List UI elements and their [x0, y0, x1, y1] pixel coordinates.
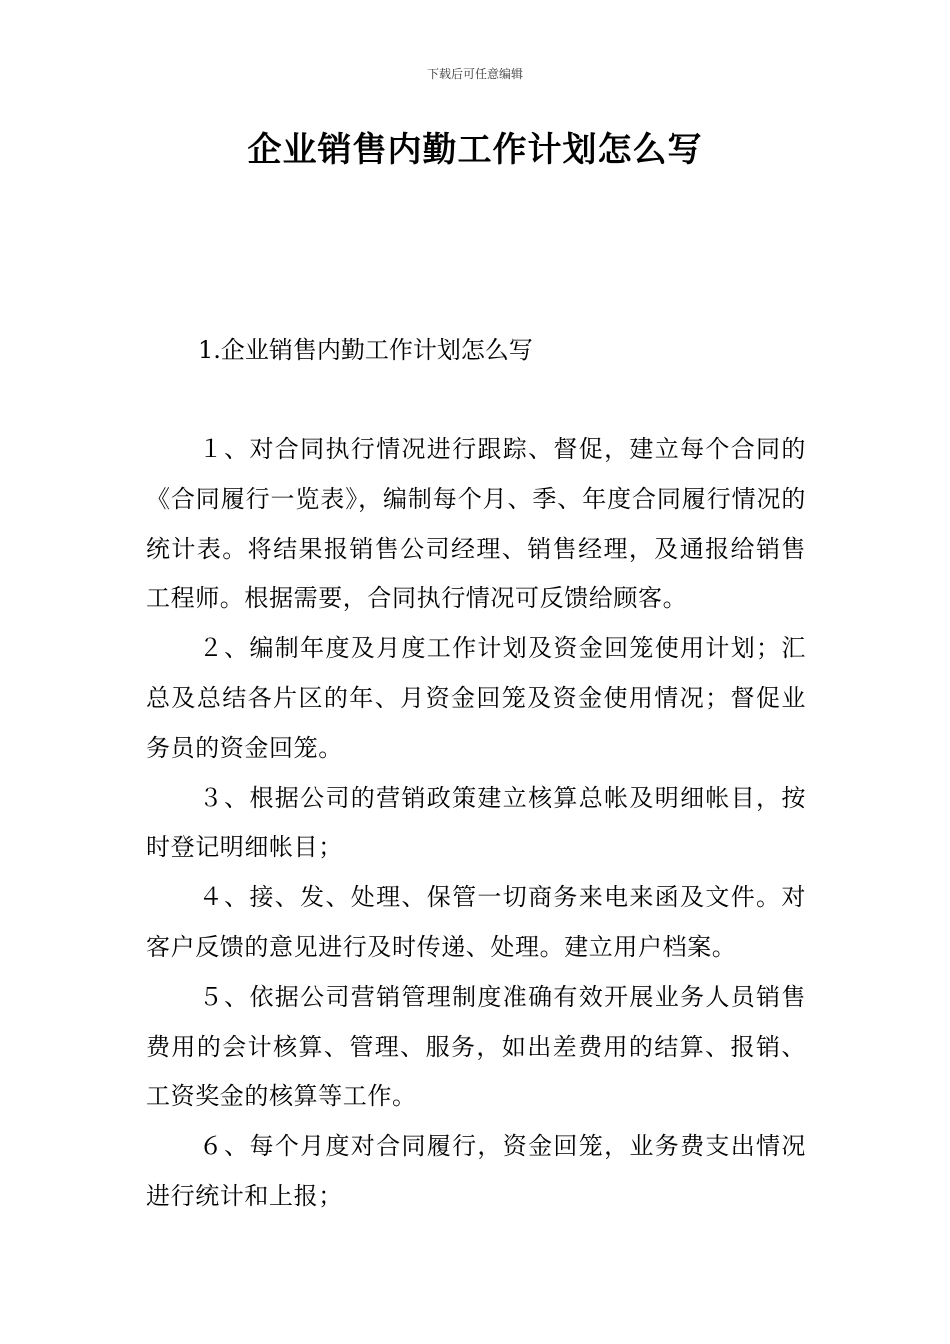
paragraph-1: １、对合同执行情况进行跟踪、督促，建立每个合同的《合同履行一览表》，编制每个月、季、年度合同履行情况的统计表。将结果报销售公司经理、销售经理，及通报给销售工程师。根据需要，合同执行情况可反馈给顾客。 — [146, 435, 806, 613]
header-note: 下载后可任意编辑 — [426, 67, 523, 81]
paragraph-3: ３、根据公司的营销政策建立核算总帐及明细帐目，按时登记明细帐目； — [146, 783, 806, 862]
section-heading: 1.企业销售内勤工作计划怎么写 — [198, 336, 533, 364]
paragraph-5: ５、依据公司营销管理制度准确有效开展业务人员销售费用的会计核算、管理、服务，如出差费用的结算、报销、工资奖金的核算等工作。 — [146, 982, 806, 1111]
paragraph-2: ２、编制年度及月度工作计划及资金回笼使用计划；汇总及总结各片区的年、月资金回笼及资金使用情况；督促业务员的资金回笼。 — [146, 634, 806, 762]
document-body — [146, 425, 806, 1222]
document-title: 企业销售内勤工作计划怎么写 — [247, 130, 703, 170]
paragraph-6: ６、每个月度对合同履行，资金回笼，业务费支出情况进行统计和上报； — [146, 1132, 806, 1210]
paragraph-4: ４、接、发、处理、保管一切商务来电来函及文件。对客户反馈的意见进行及时传递、处理。建立用户档案。 — [146, 883, 806, 961]
